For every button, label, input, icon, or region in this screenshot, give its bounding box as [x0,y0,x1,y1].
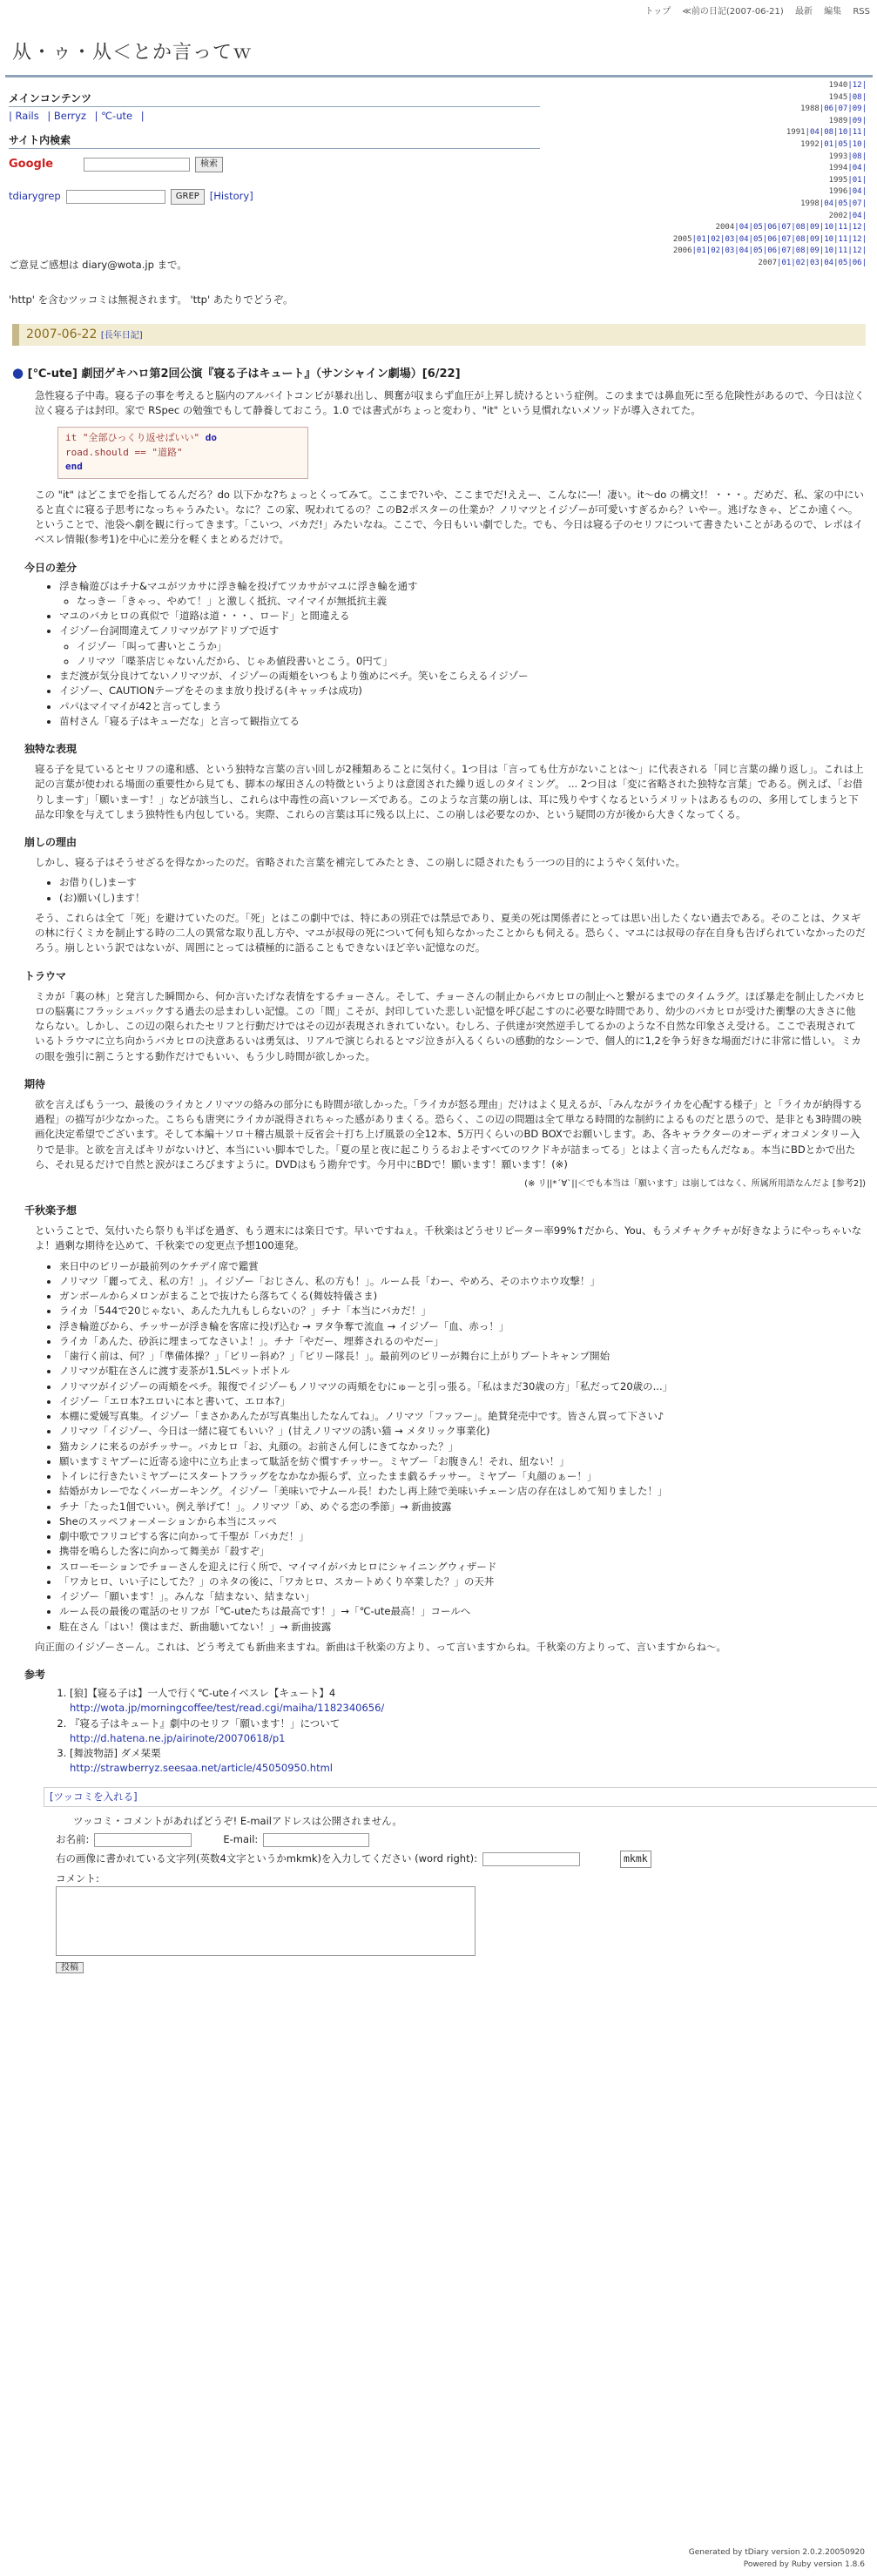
expression-heading: 独特な表現 [24,743,78,755]
calendar-year[interactable]: 1991 [786,128,806,138]
comment-textarea[interactable] [56,1886,476,1956]
calendar-months[interactable]: |06|07|09| [819,105,867,114]
calendar-year[interactable]: 2005 [672,234,692,244]
email-label: E-mail: [223,1833,259,1845]
main-links [9,109,531,124]
calendar-year-row [673,199,867,211]
comment-note: ツッコミ・コメントがあればどうぞ! E-mailアドレスは公開されません。 [73,1814,402,1827]
calendar-months[interactable]: |08| [847,152,867,161]
calendar-months[interactable]: |01|02|03|04|05|06| [777,258,867,267]
intro-paragraph: 急性寝る子中毒。寝る子の事を考えると脳内のアルバイトコンビが暴れ出し、興奮が収まらず血圧が上昇し続けるという症例。このままでは鼻血死に至る危険性があるので、今日は泣く泣く寝る子は封印。家で RSpec の勉強でもして静養しておこう。1.0 では書式がちょっと変わり、"it" という見慣れないメソッドが導入されてた。 [35,388,865,416]
calendar-year[interactable]: 1988 [800,105,820,114]
nav-prev-link[interactable]: ≪前の日記(2007-06-21) [682,7,784,17]
list-item: • 浮き輪遊びから、チッサーが浮き輪を客席に投げ込む → ヲタ争奪で流血 → イジゾー「血、赤っ！」 [59,1319,866,1334]
comment-form [56,1814,866,1975]
calendar-months[interactable]: |04|05|07| [819,199,867,208]
list-item: • イジゾー「エロ本?エロいに本と書いて、エロ本?」 [59,1394,866,1409]
calendar-months[interactable]: |04| [847,211,867,220]
after-code-paragraph: この "it" はどこまでを指してるんだろ？do 以下かな?ちょっとくってみて。ここまで?いや、ここまでだ!ええー、こんなに―！凄い。it〜do の構文!！・・・。だめだ、私、家の中にいると直ぐに寝る子思考になっちゃうみたい。なに？この家、呪われてるの？このB2ポスターの仕業か？ノリマツとイジゾーが可愛いすぎるから？いやー。逃げなきゃ、どこか遠くへ。ということで、池袋へ劇を観に行ってきます。「こいつ、バカだ!」みたいなね。ここで、今日もいい劇でした。でも、今日は寝る子のセリフについて書きたいことがあるので、レポはイベスレ情報(参考1)を中心に差分を軽くまとめるだけで。 [35,488,865,546]
calendar-months[interactable]: |01|02|03|04|05|06|07|08|09|10|11|12| [691,246,867,256]
calendar-year-row [673,211,867,223]
list-item: • チナ「たった1個でいい。例え挙げて！」。ノリマツ「め、めぐる恋の季節」→ 新曲披露 [59,1500,866,1514]
calendar-year[interactable]: 2004 [715,223,735,233]
list-item: • ノリマツ「麗ってえ、私の方！」。イジゾー「おじさん、私の方も！」。ルーム長「わー、やめろ、そのホウホウ攻撃！」 [59,1274,866,1289]
calendar-year[interactable]: 1996 [828,187,848,197]
code-block [57,427,308,479]
captcha-label: 右の画像に書かれている文字列(英数4文字というかmkmk)を入力してください (word right): [56,1852,477,1865]
link-separator: | [140,110,145,122]
calendar-year-row [673,127,867,139]
entry-body [12,388,866,1777]
calendar-year[interactable]: 1989 [828,116,848,125]
link-berryz[interactable]: | Berryz [47,110,86,122]
list-item: • 浮き輪遊びはチナ&マユがツカサに浮き輪を投げてツカサがマユに浮き輪を通す [59,579,866,594]
prediction-heading: 千秋楽予想 [24,1204,78,1217]
list-item: • パパはマイマイが42と言ってしまう [59,699,866,714]
grep-button[interactable]: GREP [171,189,205,205]
reference-text: [舞波物語] ダメ栞栗 [70,1747,161,1759]
calendar-months[interactable]: |04|05|06|07|08|09|10|11|12| [734,223,867,233]
list-item: • 駐在さん「はい！僕はまだ、新曲聴いてない！」→ 新曲披露 [59,1620,866,1635]
list-item: • イジゾー、CAUTIONテープをそのまま放り投げる(キャッチは成功) [59,684,866,698]
link-cute[interactable]: | ℃-ute [94,110,133,122]
reason-heading: 崩しの理由 [24,836,78,848]
calendar-year[interactable]: 1992 [800,139,820,149]
footer-powered: Powered by Ruby version 1.8.6 [743,2559,865,2569]
link-rails[interactable]: | Rails [9,110,39,122]
code-keyword-do: do [205,432,217,443]
diff-list [47,579,866,730]
long-diary-link[interactable]: [長年日記] [100,331,143,341]
site-search-heading: サイト内検索 [9,132,540,149]
list-item: • Sheのスッペフォーメーションから本当にスッペ [59,1514,866,1529]
reason-paragraph-2: そう、これらは全て「死」を避けていたのだ。「死」とはこの劇中では、特にあの別荘では禁忌であり、夏美の死は関係者にとっては思い出したくない過去である。そのことは、クヌギの林に行くミカを制止する時の二人の異常な取り乱し方や、マユが叔母の死について何も知らなかったことからも伺える。恐らく、マユには叔母の存在自身も告げられていなかったのだろう。崩しという訳ではないが、周囲にとっては積極的に語ることもできないほど辛い記憶なのだ。 [35,911,866,954]
calendar-year[interactable]: 2007 [758,258,778,267]
references-heading: 参考 [24,1669,46,1681]
calendar-year-row [673,116,867,128]
email-input[interactable] [263,1833,369,1847]
bullet-icon: ● [12,365,24,381]
prediction-paragraph-2: 向正面のイジゾーさーん。これは、どう考えても新曲来ますね。新曲は千秋楽の方より、って言いますからね。千秋楽の方よりって、言いますからね〜。 [35,1640,726,1653]
calendar-months[interactable]: |04|08|10|11| [805,128,867,138]
list-item: • イジゾー「願います！」。みんな「結まない、結まない」 [59,1589,866,1604]
tsukkomi-bar [44,1787,877,1807]
reference-item [70,1746,866,1777]
code-line-2: road.should == "道路" [65,446,183,458]
top-navigation [637,5,871,18]
contact-note: ご意見ご感想は diary@wota.jp まで。 [9,259,187,271]
calendar-months[interactable]: |12| [847,81,867,90]
calendar-months[interactable]: |01| [847,175,867,185]
calendar-year-row [673,222,867,234]
trauma-paragraph: ミカが「裏の林」と発言した瞬間から、何か言いたげな表情をするチョーさん。そして、チョーさんの制止からバカヒロの制止へと繋がるまでのタイムラグ。ほぼ暴走を制止したバカヒロの脳裏にフラッシュバックする過去の忌まわしい記憶。この「間」こそが、封印していた悲しい記憶を呼び起こすのに必要な時間であり、幼少のバカヒロが受けた衝撃の大きさに他ならない。しかし、この辺の限られたセリフと行動だけではその辺が表現されきれていない。むしろ、子供達が突然逆手してるかのような不自然な印象さえ受ける。ここで表現されているトラウマに立ち向かうバカヒロの決意あるいは勇気は、リアルで演じられるとマジ泣きが入るくらいの感動的なシーンで、個人的に1,2を争う好きな場面だけに非常に惜しい。ミカの眼を強引に割こうとする動作だけでもいい、もう少し時間が欲しかった。 [35,989,866,1062]
list-item: • 願いますミヤブーに近寄る途中に立ち止まって駄話を紡ぐ慣すチッサー。ミヤブー「お腹きん！それ、紐ない！」 [59,1454,866,1469]
calendar-year-row [673,175,867,187]
calendar-year-row [673,246,867,258]
list-item: • マユのバカヒロの真似で「道路は道・・・、ロード」と間違える [59,609,866,624]
day-date[interactable]: 2007-06-22 [26,327,98,341]
calendar-year-row [673,139,867,152]
expression-paragraph: 寝る子を見ているとセリフの違和感、という独特な言葉の言い回しが2種類あることに気付く。1つ目は「言っても仕方がないことは〜」に代表される「同じ言葉の繰り返し」。これは上記の言葉が使われる場面の重要性から見ても、脚本の塚田さんの特徴というよりは意図された繰り返しのタイミング。 ... 2つ目は「変に省略された独特な言葉」である。例えば、「お借りしまーす」「願いまーす！」などが該当し、これらは中毒性の高いフレーズである。このような言葉の崩しは、耳に残りやすくなるというメリットはあるものの、多用してしまうと下品な印象を与えてしまう独特性も内包している。実際、これらの言葉は耳に残る以上に、この崩しは必要なのか、という疑問の方が後から大きくなってくる。 [35,763,864,820]
list-item: • 来日中のビリーが最前列のケチデイ席で鑑賞 [59,1259,866,1274]
list-item: • スローモーションでチョーさんを迎えに行く所で、マイマイがバカヒロにシャイニングウィザード [59,1560,866,1575]
google-logo: Google [9,158,54,172]
code-line-1: it "全部ひっくり返せばいい" [65,432,200,443]
list-item: ◦ イジゾー「叫って書いとこうか」 [77,639,866,654]
tsukkomi-button[interactable]: [ツッコミを入れる] [50,1790,138,1803]
footnote: (※ リ||*´∀`||＜でも本当は「願います」は崩してはなく、所属所用語なんだよ [参考2]) [524,1179,866,1189]
header-divider [5,75,873,78]
list-item: • 劇中歌でフリコピする客に向かって千聖が「バカだ！」 [59,1529,866,1544]
reason-list [47,875,866,906]
day-header [12,324,866,346]
diff-heading: 今日の差分 [24,561,78,574]
list-item: • 携帯を鳴らした客に向かって舞美が「殺すぞ」 [59,1544,866,1559]
calendar-year[interactable]: 2002 [828,211,848,220]
list-item: • 苗村さん「寝る子はキューだな」と言って観指立てる [59,714,866,729]
reference-item [70,1686,866,1716]
list-item: • ノリマツ「イジゾー、今日は一緒に寝てもいい？」(甘えノリマツの誘い猫 → メタリック事業化) [59,1424,866,1439]
name-input[interactable] [94,1833,192,1847]
calendar-year[interactable]: 1945 [828,92,848,102]
prediction-list [47,1259,866,1635]
list-item: • 猫カシノに来るのがチッサー。バカヒロ「お、丸顔の。お前さん何しにきてなかった？」 [59,1440,866,1454]
captcha-input[interactable] [482,1852,580,1866]
list-item: • 「歯行く前は、何？」「準備体操？」「ビリー斜め？」「ビリー隊長！」。最前列のビリーが舞台に上がりブートキャンプ開始 [59,1349,866,1364]
calendar-year[interactable]: 1995 [828,175,848,185]
google-search-button[interactable]: 検索 [195,157,223,172]
entry-title [12,363,866,383]
calendar-year[interactable]: 2006 [672,246,692,256]
calendar-year-row [673,152,867,164]
reference-link[interactable]: http://strawberryz.seesaa.net/article/45050950.html [70,1762,333,1775]
tdiarygrep-label: tdiarygrep [9,190,61,203]
calendar-year[interactable]: 1993 [828,152,848,161]
list-item: ◦ ノリマツ「喋茶店じゃないんだから、じゃあ値段書いとこう。0円て」 [77,654,866,669]
reference-link[interactable]: http://wota.jp/morningcoffee/test/read.cgi/maiha/1182340656/ [70,1702,385,1715]
list-item: • ルーム長の最後の電話のセリフが「℃-uteたちは最高です！」→「℃-ute最高！」コールへ [59,1604,866,1619]
list-item: • ガンボールからメロンがまることで抜けたら落ちてくる(舞妓特儀さま) [59,1289,866,1304]
calendar-months[interactable]: |09| [847,116,867,125]
list-item: • ライカ「あんた、砂浜に埋まってなさいよ！」。チナ「やだー、埋葬されるのやだー」 [59,1334,866,1349]
tdiarygrep-input[interactable] [66,190,165,204]
list-item: • イジゾー台詞間違えてノリマツがアドリブで返す [59,624,866,638]
calendar-year-row [673,163,867,175]
calendar-year-row [673,80,867,92]
list-item: • 「ワカヒロ、いい子にしてた？」のネタの後に、「ワカヒロ、スカートめくり卒業した？」の天丼 [59,1575,866,1589]
list-item: • 結婚がカレーでなくバーガーキング。イジゾー「美味いでナムール長！わたし再上陸で美味いチェーン店の存在はしめて知りました！」 [59,1484,866,1499]
nav-rss-link[interactable]: RSS [853,7,870,17]
list-item: • 本棚に愛媛写真集。イジゾー「まさかあんたが写真集出したなんてね」。ノリマツ「フッフー」。絶賛発売中です。皆さん買って下さい♪ [59,1409,866,1424]
captcha-image: mkmk [620,1851,651,1867]
reference-item [70,1716,866,1747]
calendar-year[interactable]: 1940 [828,81,848,90]
code-line-3: end [65,461,83,472]
list-item: • ライカ「544で20じゃない、あんた九九もしらないの？」チナ「本当にバカだ！」 [59,1304,866,1318]
main-content-heading: メインコンテンツ [9,91,540,107]
trauma-heading: トラウマ [24,969,67,982]
entry-title-text[interactable]: [℃-ute] 劇団ゲキハロ第2回公演『寝る子はキュート』（サンシャイン劇場）[6/22] [27,368,461,381]
list-item: • ノリマツがイジゾーの両頬をペチ。報復でイジゾーもノリマツの両頬をむにゅーと引っ張る。「私はまだ30歳の方」「私だって20歳の...」 [59,1379,866,1394]
calendar-year-row [673,92,867,105]
list-item: • トイレに行きたいミヤブーにスタートフラッグをなかなか振らず、立ったまま戯るチッサー。ミヤブー「丸顔のぁー！」 [59,1469,866,1484]
prediction-paragraph-1: ということで、気付いたら祭りも半ばを過ぎ、もう週末には楽日です。早いですねぇ。千秋楽はどうせリピーター率99%↑だから、You、もうメチャクチャが好きなようにやっちゃいなよ！過剰な期待を込めて、千秋楽での変更点予想100連発。 [35,1224,862,1252]
calendar-year-row [673,104,867,116]
site-title: 从・ゥ・从＜とか言ってｗ [12,42,253,64]
calendar-months[interactable]: |04| [847,164,867,173]
reference-text: [狼]【寝る子は】一人で行く℃-uteイベスレ【キュート】4 [70,1687,336,1699]
list-item: • (お)願い(し)ます！ [59,891,866,906]
list-item: ◦ なっきー「きゃっ、やめて！」と激しく抵抗、マイマイが無抵抗主義 [77,594,866,609]
calendar-months[interactable]: |08| [847,92,867,102]
comment-label: コメント: [56,1871,99,1885]
nav-update-link[interactable]: 編集 [824,7,842,17]
calendar-year-row [673,258,867,270]
expectation-heading: 期待 [24,1077,46,1090]
submit-button[interactable]: 投稿 [56,1962,84,1973]
calendar-months[interactable]: |01|05|10| [819,139,867,149]
sidebar [9,91,531,208]
list-item: • ノリマツが駐在さんに渡す麦茶が1.5Lペットボトル [59,1364,866,1379]
calendar-months[interactable]: |01|02|03|04|05|06|07|08|09|10|11|12| [691,234,867,244]
reference-text: 『寝る子はキュート』劇中のセリフ「願います！」について [70,1716,341,1730]
history-link[interactable]: [History] [209,190,253,203]
references-list [56,1686,866,1777]
calendar-year-row [673,234,867,246]
footer-generated: Generated by tDiary version 2.0.2.20050920 [688,2548,865,2557]
calendar-year[interactable]: 1994 [828,164,848,173]
expectation-paragraph: 欲を言えばもう一つ、最後のライカとノリマツの絡みの部分にも時間が欲しかった。「ライカが怒る理由」だけはよく見えるが、「みんながライカを心配する様子」と「ライカが納得する過程」の描写が少なかった。こちらも唐突にライカが説得されちゃった感がありまくる。恐らく、この辺の問題は全て単なる時間的な制約によるものだと思うので、是非とも3時間の映画化決定希望でございます。そして本編＋ソロ＋稽古風景＋反省会＋打ち上げ風景の全12本、5万円くらいのBD BOXでお願いします。あ、各キャラクターのオーディオコメンタリー入りで是非。と欲を言えばキリがないけど、本当にいい脚本でした。「夏の星と夜に起こりうるおよそすべてのワクドキが詰まってる」とはよく言ったもんだなぁ。本当にBDとかで出たら、それ見るだけで自然と涙がほころびますように。DVDはもう勘弁です。今月中にBDで！願います！願います！(※) [35,1097,863,1170]
calendar-year-row [673,186,867,199]
calendar-year[interactable]: 1998 [800,199,820,208]
archive-calendar [673,80,867,270]
name-label: お名前: [56,1833,90,1845]
google-search-input[interactable] [84,158,190,172]
reference-link[interactable]: http://d.hatena.ne.jp/airinote/20070618/p1 [70,1731,286,1744]
calendar-months[interactable]: |04| [847,187,867,197]
nav-top-link[interactable]: トップ [644,7,671,17]
reason-paragraph-1: しかし、寝る子はそうせざるを得なかったのだ。省略された言葉を補完してみたとき、この崩しに隠されたもう一つの目的にようやく気付いた。 [35,856,686,868]
nav-latest-link[interactable]: 最新 [794,7,813,17]
list-item: • まだ渡が気分良けてないノリマツが、イジゾーの両頬をいつもより強めにペチ。笑いをこらえるイジゾー [59,669,866,684]
footer [689,2547,865,2571]
diary-day [12,324,866,1975]
spam-note: 'http' を含むツッコミは無視されます。 'ttp' あたりでどうぞ。 [9,293,293,306]
list-item: • お借り(し)まーす [59,875,866,890]
